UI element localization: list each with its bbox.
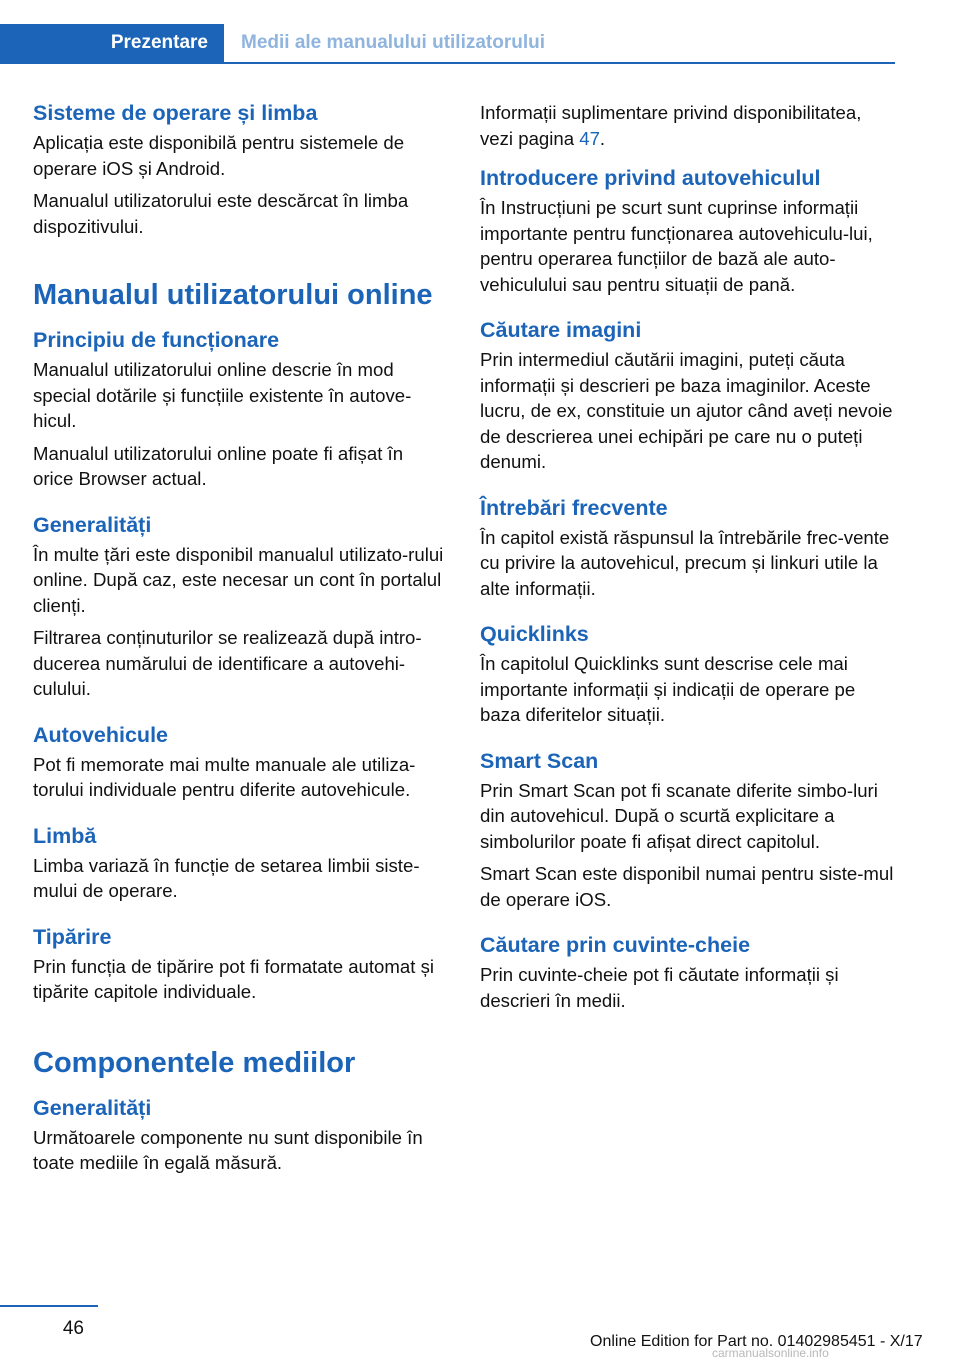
header-section-tab: Prezentare [0, 24, 224, 62]
section-title-quicklinks: Quicklinks [480, 622, 589, 646]
chapter-title-media-components: Componentele mediilor [33, 1046, 356, 1079]
paragraph: Filtrarea conținuturilor se realizează după intro‐ducerea numărului de identificare a autovehi‐culului. [33, 627, 422, 699]
paragraph: Manualul utilizatorului este descărcat în limba dispozitivului. [33, 190, 409, 237]
paragraph: Următoarele componente nu sunt disponibile în toate mediile în egală măsură. [33, 1126, 423, 1173]
watermark: carmanualsonline.info [712, 1346, 829, 1360]
section-title-vehicles: Autovehicule [33, 722, 168, 747]
paragraph: În capitolul Quicklinks sunt descrise cele mai importante informații și indicații de operare pe baza diferitelor situații. [480, 653, 856, 725]
section-title-principle: Principiu de funcționare [33, 328, 280, 352]
paragraph: Limba variază în funcție de setarea limbii siste‐mului de operare. [33, 854, 420, 901]
edition-note: Online Edition for Part no. 01402985451 - X/17 [590, 1333, 923, 1350]
section-title-image-search: Căutare imagini [480, 318, 642, 342]
availability-text: Informații suplimentare privind disponibilitatea, vezi pagina [480, 102, 862, 149]
section-title-faq: Întrebări frecvente [480, 495, 668, 520]
section-title-general: Generalități [33, 512, 152, 537]
paragraph: În multe țări este disponibil manualul utilizato‐rului online. După caz, este necesar un cont în portalul clienți. [33, 543, 444, 616]
chapter-title-online-manual: Manualul utilizatorului online [33, 279, 433, 311]
page-header [0, 24, 895, 64]
paragraph: În Instrucțiuni pe scurt sunt cuprinse informații importante pentru funcționarea autovehiculu‐lui, pentru operarea funcțiilor de bază ale auto‐vehiculului sau pentru situații de pană. [480, 197, 873, 295]
right-column [480, 100, 895, 1013]
header-chapter-title: Medii ale manualului utilizatorului [241, 32, 546, 53]
paragraph: Manualul utilizatorului online poate fi afișat în orice Browser actual. [33, 442, 404, 489]
paragraph: Prin intermediul căutării imagini, puteți căuta informații și descrieri pe baza imaginilor. Aceste lucru, de ex, constituie un ajutor când aveți nevoie de descrierea unei echipări pe care nu o puteți denumi. [480, 349, 893, 472]
section-title-smart-scan: Smart Scan [480, 748, 599, 773]
left-column [33, 100, 448, 1176]
paragraph: Smart Scan este disponibil numai pentru siste‐mul de operare iOS. [480, 863, 894, 910]
footer-rule [0, 1305, 98, 1307]
paragraph: În capitol există răspunsul la întrebările frec‐vente cu privire la autovehicul, precum și linkuri utile la alte informații. [480, 526, 890, 599]
paragraph: Aplicația este disponibilă pentru sistemele de operare iOS și Android. [33, 132, 405, 179]
paragraph: Prin cuvinte-cheie pot fi căutate informații și descrieri în medii. [480, 964, 839, 1011]
section-title-printing: Tipărire [33, 924, 112, 949]
paragraph-availability [480, 100, 895, 151]
paragraph: Pot fi memorate mai multe manuale ale utiliza‐torului individuale pentru diferite autovehicule. [33, 753, 416, 800]
section-title-language: Limbă [33, 823, 97, 848]
paragraph: Manualul utilizatorului online descrie în mod special dotările și funcțiile existente în autove‐hicul. [33, 359, 412, 431]
page-number: 46 [62, 1318, 84, 1339]
section-title-vehicle-intro: Introducere privind autovehiculul [480, 166, 821, 190]
section-title-os-language: Sisteme de operare și limba [33, 101, 318, 125]
section-title-keyword-search: Căutare prin cuvinte-cheie [480, 933, 751, 957]
paragraph: Prin funcția de tipărire pot fi formatate automat și tipărite capitole individuale. [33, 955, 434, 1002]
availability-text-end: . [599, 127, 606, 149]
page-link[interactable]: 47 [579, 127, 600, 149]
paragraph: Prin Smart Scan pot fi scanate diferite simbo‐luri din autovehicul. După o scurtă explicitare a simbolurilor poate fi afișat direct capitolul. [480, 779, 878, 852]
section-title-general-components: Generalități [33, 1095, 152, 1120]
